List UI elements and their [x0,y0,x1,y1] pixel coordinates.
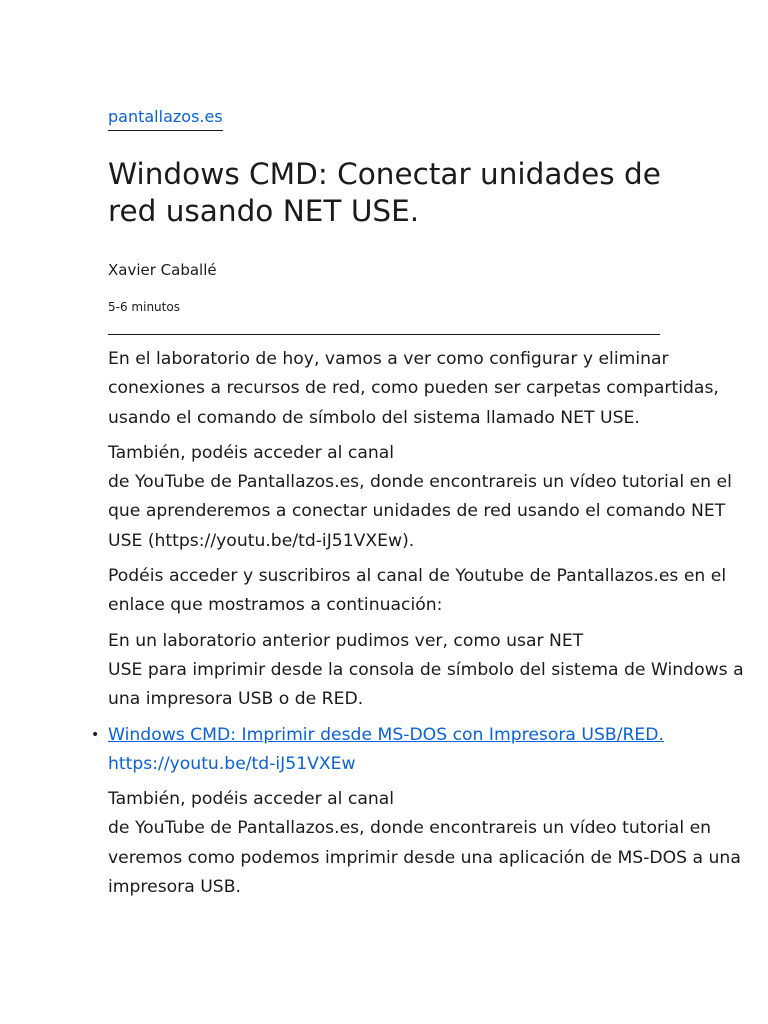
article-title: Windows CMD: Conectar unidades de red usando NET USE. [108,157,661,228]
article-author: Xavier Caballé [108,261,217,279]
paragraph-youtube-1 [108,439,748,556]
source-link[interactable]: pantallazos.es [108,106,223,131]
divider [108,334,660,335]
related-list [91,721,748,780]
paragraph-youtube-2-line1: También, podéis acceder al canal [108,789,395,810]
list-item [91,721,748,780]
bullet-icon: • [91,726,100,743]
paragraph-previous-lab-rest: USE para imprimir desde la consola de símbolo del sistema de Windows a una impresora USB o de RED. [108,659,744,710]
related-article-link[interactable]: Windows CMD: Imprimir desde MS-DOS con Impresora USB/RED. [108,724,664,745]
paragraph-intro: En el laboratorio de hoy, vamos a ver como configurar y eliminar conexiones a recursos de red, como pueden ser carpetas compartidas, usando el comando de símbolo del sistema llamado NET USE. [108,349,719,428]
related-video-url: https://youtu.be/td-iJ51VXEw [108,753,356,774]
paragraph-youtube-1-line1: También, podéis acceder al canal [108,442,395,463]
paragraph-youtube-2 [108,785,748,902]
read-time: 5-6 minutos [108,300,180,314]
paragraph-previous-lab-line1: En un laboratorio anterior pudimos ver, como usar NET [108,630,584,651]
paragraph-subscribe: Podéis acceder y suscribiros al canal de Youtube de Pantallazos.es en el enlace que mostramos a continuación: [108,566,727,616]
paragraph-previous-lab [108,627,748,715]
paragraph-youtube-1-rest: de YouTube de Pantallazos.es, donde encontrareis un vídeo tutorial en el que aprenderemos a conectar unidades de red usando el comando NET USE (https://youtu.be/td-iJ51VXEw). [108,472,732,551]
paragraph-youtube-2-rest: de YouTube de Pantallazos.es, donde encontrareis un vídeo tutorial en veremos como podemos imprimir desde una aplicación de MS-DOS a una impresora USB. [108,818,741,898]
article-body [91,345,748,908]
